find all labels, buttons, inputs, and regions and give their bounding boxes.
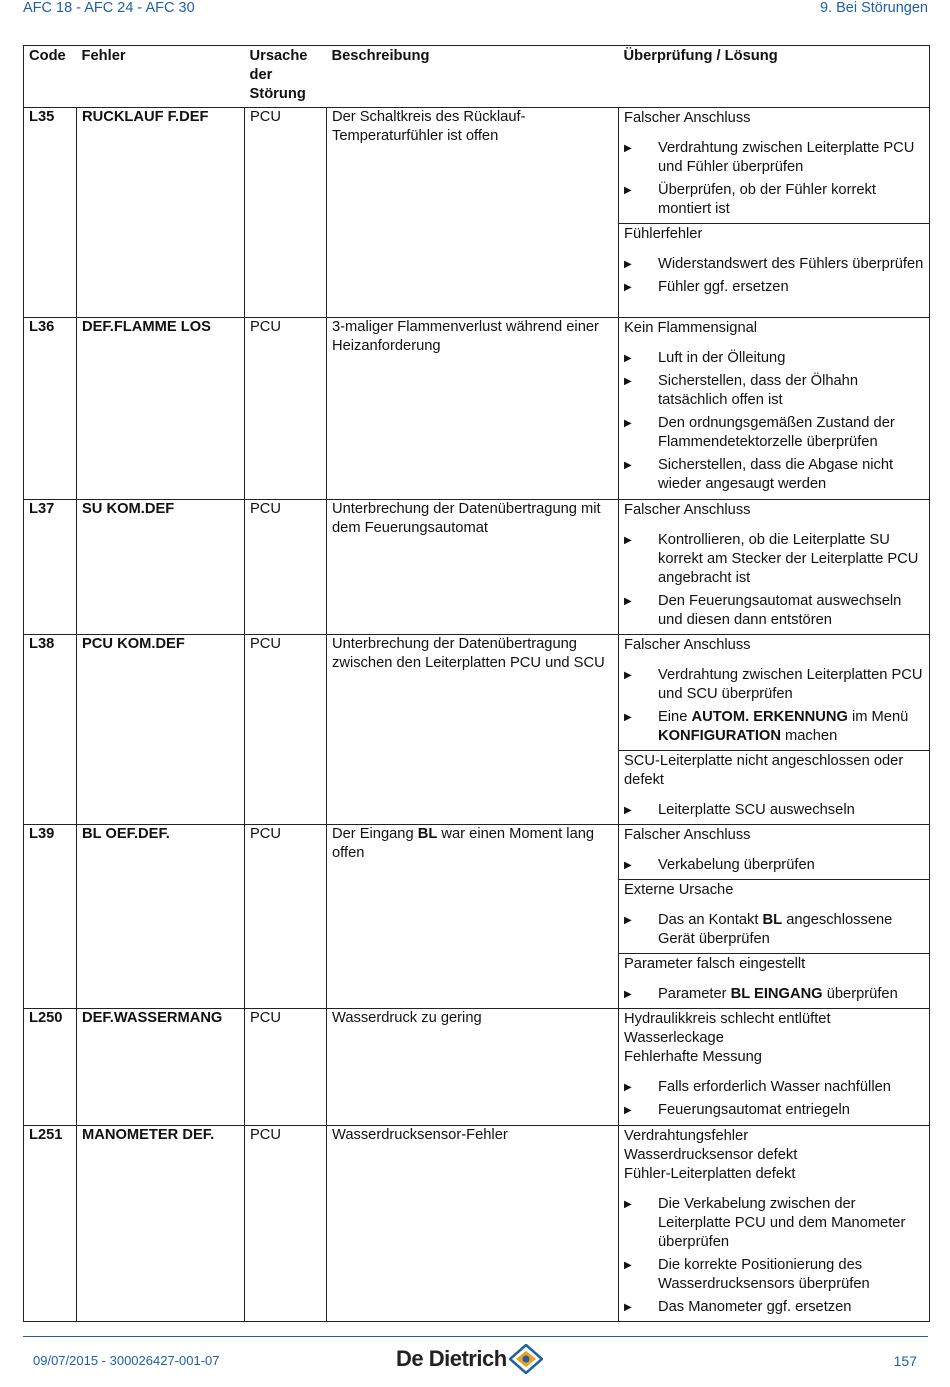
col-header-beschreibung: Beschreibung: [327, 46, 619, 108]
table-row: [24, 500, 930, 635]
error-description: Unterbrechung der Datenübertragung mit dem Feuerungsautomat: [327, 500, 619, 635]
error-source: PCU: [245, 1009, 327, 1126]
cause-text: Verdrahtungsfehler: [624, 1128, 749, 1144]
bullet-triangle-icon: ▶: [624, 282, 632, 293]
action-text: Fühler ggf. ersetzen: [658, 279, 789, 295]
action-item: [619, 255, 929, 274]
action-text: Den Feuerungsautomat auswechseln und diesen dann entstören: [658, 593, 902, 628]
error-name: DEF.FLAMME LOS: [77, 318, 245, 500]
error-code: L35: [24, 108, 77, 318]
solution-cell: [619, 1126, 930, 1322]
action-text: Sicherstellen, dass die Abgase nicht wieder angesaugt werden: [658, 457, 894, 492]
action-text: Überprüfen, ob der Fühler korrekt montiert ist: [658, 182, 876, 217]
action-text: Falls erforderlich Wasser nachfüllen: [658, 1079, 891, 1095]
bullet-triangle-icon: ▶: [624, 1105, 632, 1116]
action-item: [619, 666, 929, 704]
table-header-row: [24, 46, 930, 108]
error-code: L37: [24, 500, 77, 635]
bullet-triangle-icon: ▶: [624, 353, 632, 364]
solution-block: [619, 635, 929, 746]
action-item: [619, 372, 929, 410]
cause-text: Hydraulikkreis schlecht entlüftet: [624, 1011, 831, 1027]
action-item: [619, 181, 929, 219]
bullet-triangle-icon: ▶: [624, 670, 632, 681]
cause-text: Wasserleckage: [624, 1030, 724, 1046]
error-name: BL OEF.DEF.: [77, 825, 245, 1009]
action-text: Eine AUTOM. ERKENNUNG im Menü KONFIGURATION machen: [658, 709, 909, 744]
brand-wordmark: De Dietrich: [396, 1346, 507, 1371]
action-text: Widerstandswert des Fühlers überprüfen: [658, 256, 924, 272]
action-text: Parameter BL EINGANG überprüfen: [658, 986, 898, 1002]
error-code: L250: [24, 1009, 77, 1126]
col-header-ursache: Ursache der Störung: [245, 46, 327, 108]
action-item: [619, 414, 929, 452]
cause-text: Wasserdrucksensor defekt: [624, 1147, 798, 1163]
action-item: [619, 856, 929, 875]
cause-text: Externe Ursache: [624, 882, 734, 898]
action-text: Die Verkabelung zwischen der Leiterplatte PCU und dem Manometer überprüfen: [658, 1196, 906, 1250]
action-item: [619, 911, 929, 949]
error-name: DEF.WASSERMANG: [77, 1009, 245, 1126]
solution-block: [619, 750, 929, 820]
error-description: Wasserdruck zu gering: [327, 1009, 619, 1126]
action-text: Luft in der Ölleitung: [658, 350, 786, 366]
bullet-triangle-icon: ▶: [624, 712, 632, 723]
error-name: MANOMETER DEF.: [77, 1126, 245, 1322]
bullet-triangle-icon: ▶: [624, 1082, 632, 1093]
error-name: SU KOM.DEF: [77, 500, 245, 635]
solution-cell: [619, 1009, 930, 1126]
table-row: [24, 635, 930, 825]
error-description: Wasserdrucksensor-Fehler: [327, 1126, 619, 1322]
bullet-triangle-icon: ▶: [624, 185, 632, 196]
bullet-triangle-icon: ▶: [624, 376, 632, 387]
cause-text: Falscher Anschluss: [624, 827, 751, 843]
cause-text: Fühlerfehler: [624, 226, 703, 242]
error-source: PCU: [245, 318, 327, 500]
bullet-triangle-icon: ▶: [624, 1260, 632, 1271]
error-description: Der Schaltkreis des Rücklauf-Temperaturfühler ist offen: [327, 108, 619, 318]
header-doc-title: AFC 18 - AFC 24 - AFC 30: [23, 0, 195, 16]
error-name: PCU KOM.DEF: [77, 635, 245, 825]
bullet-triangle-icon: ▶: [624, 535, 632, 546]
action-text: Das an Kontakt BL angeschlossene Gerät überprüfen: [658, 912, 893, 947]
action-text: Den ordnungsgemäßen Zustand der Flammendetektorzelle überprüfen: [658, 415, 895, 450]
table-row: [24, 1126, 930, 1322]
action-item: [619, 456, 929, 494]
cause-text: SCU-Leiterplatte nicht angeschlossen oder defekt: [624, 753, 904, 788]
col-header-fehler: Fehler: [77, 46, 245, 108]
solution-cell: [619, 108, 930, 318]
footer-date-reference: 09/07/2015 - 300026427-001-07: [33, 1353, 220, 1368]
action-text: Verdrahtung zwischen Leiterplatten PCU und SCU überprüfen: [658, 667, 923, 702]
action-item: [619, 1298, 929, 1317]
brand-logo: [396, 1344, 543, 1374]
error-source: PCU: [245, 1126, 327, 1322]
bullet-triangle-icon: ▶: [624, 596, 632, 607]
cause-text: Fühler-Leiterplatten defekt: [624, 1166, 796, 1182]
error-description: Unterbrechung der Datenübertragung zwischen den Leiterplatten PCU und SCU: [327, 635, 619, 825]
bullet-triangle-icon: ▶: [624, 143, 632, 154]
solution-block: [619, 825, 929, 875]
action-item: [619, 801, 929, 820]
bullet-triangle-icon: ▶: [624, 860, 632, 871]
solution-block: [619, 500, 929, 630]
error-source: PCU: [245, 500, 327, 635]
action-text: Sicherstellen, dass der Ölhahn tatsächlich offen ist: [658, 373, 859, 408]
table-row: [24, 825, 930, 1009]
solution-block: [619, 1126, 929, 1317]
solution-cell: [619, 635, 930, 825]
header-chapter: 9. Bei Störungen: [819, 0, 928, 16]
action-item: [619, 1078, 929, 1097]
page-number: 157: [893, 1353, 917, 1369]
action-text: Das Manometer ggf. ersetzen: [658, 1299, 852, 1315]
solution-block: [619, 223, 929, 297]
bullet-triangle-icon: ▶: [624, 915, 632, 926]
bullet-triangle-icon: ▶: [624, 259, 632, 270]
solution-cell: [619, 318, 930, 500]
table-row: [24, 108, 930, 318]
error-code: L36: [24, 318, 77, 500]
error-source: PCU: [245, 108, 327, 318]
cause-text: Kein Flammensignal: [624, 320, 758, 336]
error-source: PCU: [245, 825, 327, 1009]
action-text: Kontrollieren, ob die Leiterplatte SU korrekt am Stecker der Leiterplatte PCU angebracht ist: [658, 532, 919, 586]
action-text: Die korrekte Positionierung des Wasserdrucksensors überprüfen: [658, 1257, 870, 1292]
action-item: [619, 1256, 929, 1294]
error-code: L251: [24, 1126, 77, 1322]
action-text: Feuerungsautomat entriegeln: [658, 1102, 850, 1118]
table-row: [24, 1009, 930, 1126]
cause-text: Parameter falsch eingestellt: [624, 956, 806, 972]
action-item: [619, 1195, 929, 1252]
bullet-triangle-icon: ▶: [624, 418, 632, 429]
col-header-code: Code: [24, 46, 77, 108]
error-code: L38: [24, 635, 77, 825]
bullet-triangle-icon: ▶: [624, 460, 632, 471]
action-item: [619, 139, 929, 177]
cause-text: Fehlerhafte Messung: [624, 1049, 762, 1065]
table-row: [24, 318, 930, 500]
bullet-triangle-icon: ▶: [624, 989, 632, 1000]
action-text: Verkabelung überprüfen: [658, 857, 815, 873]
bullet-triangle-icon: ▶: [624, 1302, 632, 1313]
action-item: [619, 592, 929, 630]
solution-block: [619, 879, 929, 949]
solution-block: [619, 108, 929, 219]
action-item: [619, 349, 929, 368]
action-item: [619, 278, 929, 297]
error-description: Der Eingang BL war einen Moment lang offen: [327, 825, 619, 1009]
solution-block: [619, 1009, 929, 1120]
col-header-loesung: Überprüfung / Lösung: [619, 46, 930, 108]
bullet-triangle-icon: ▶: [624, 1199, 632, 1210]
action-item: [619, 708, 929, 746]
error-table: [23, 45, 930, 1322]
solution-block: [619, 318, 929, 494]
action-text: Verdrahtung zwischen Leiterplatte PCU und Fühler überprüfen: [658, 140, 915, 175]
solution-cell: [619, 825, 930, 1009]
cause-text: Falscher Anschluss: [624, 502, 751, 518]
error-description: 3-maliger Flammenverlust während einer Heizanforderung: [327, 318, 619, 500]
solution-cell: [619, 500, 930, 635]
error-code: L39: [24, 825, 77, 1009]
error-source: PCU: [245, 635, 327, 825]
brand-diamond-icon: [509, 1344, 543, 1374]
action-text: Leiterplatte SCU auswechseln: [658, 802, 855, 818]
solution-block: [619, 953, 929, 1004]
cause-text: Falscher Anschluss: [624, 637, 751, 653]
cause-text: Falscher Anschluss: [624, 110, 751, 126]
footer-rule: [23, 1336, 928, 1337]
action-item: [619, 531, 929, 588]
error-name: RUCKLAUF F.DEF: [77, 108, 245, 318]
action-item: [619, 985, 929, 1004]
action-item: [619, 1101, 929, 1120]
bullet-triangle-icon: ▶: [624, 805, 632, 816]
